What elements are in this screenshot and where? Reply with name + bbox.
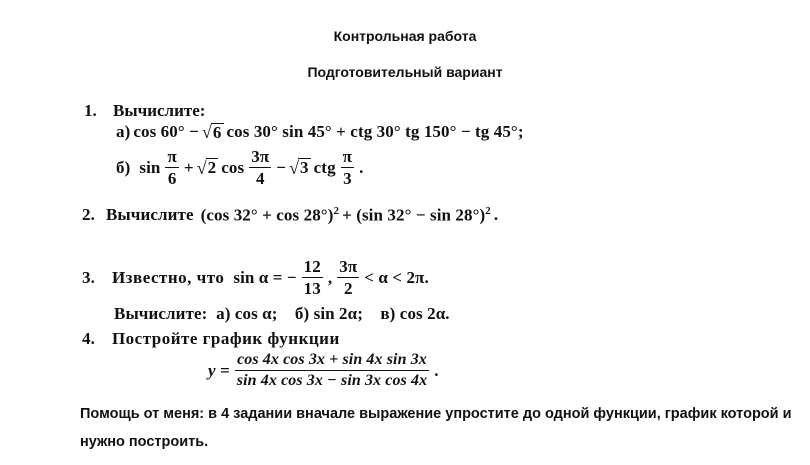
task-1a-label: а) bbox=[116, 122, 131, 141]
task-1-prompt: Вычислите: bbox=[113, 101, 206, 120]
task-3-subtasks: Вычислите: а) cos α; б) sin 2α; в) cos 2α. bbox=[114, 304, 450, 323]
task-3-comma: , bbox=[327, 267, 333, 287]
task-3-inequality: < α < 2π. bbox=[364, 267, 429, 287]
task-4-end: . bbox=[434, 360, 439, 380]
sqrt-3: √ 3 bbox=[289, 157, 309, 178]
task-4-function bbox=[208, 352, 439, 389]
fraction-pi-3: $\frac{\pi}{3}$ bbox=[342, 147, 353, 188]
task-4-prompt: Постройте график функции bbox=[111, 329, 340, 348]
task-1b-sin: sin bbox=[139, 157, 161, 177]
task-1a-expr-end: cos 30° sin 45° + ctg 30° tg 150° − tg 45°; bbox=[226, 122, 524, 141]
task-2-expr-2: + (sin 32° − sin 28°)$^2$ bbox=[342, 205, 491, 225]
task-1b-plus: + bbox=[183, 157, 194, 177]
task-2-expr-1: (cos 32° + cos 28°)$^2$ bbox=[200, 205, 340, 225]
function-y-label: y = bbox=[208, 360, 230, 380]
task-2-exponent-1: 2 bbox=[333, 205, 340, 217]
task-1a-expr-start: cos 60° − bbox=[133, 122, 199, 141]
radical-sign-icon: √ bbox=[201, 122, 212, 143]
task-1b-cos: cos bbox=[221, 157, 245, 177]
sqrt-6: √ 6 bbox=[201, 122, 222, 143]
fraction-3pi-4: $\frac{3\pi}{4}$ bbox=[251, 147, 270, 188]
task-1b-ctg: ctg bbox=[313, 157, 336, 177]
radical-sign-icon: √ bbox=[196, 157, 207, 178]
task-3 bbox=[82, 258, 429, 297]
task-2-end: . bbox=[493, 205, 499, 225]
task-1b-minus: − bbox=[276, 157, 287, 177]
page-title: Контрольная работа bbox=[333, 28, 477, 44]
task-2-number: 2. bbox=[82, 205, 95, 225]
sqrt-2: √ 2 bbox=[196, 157, 217, 178]
task-4-number: 4. bbox=[82, 329, 95, 348]
task-1b bbox=[116, 148, 363, 187]
task-3-sin: sin α = − bbox=[233, 267, 297, 287]
task-2-exponent-2: 2 bbox=[485, 205, 491, 217]
task-1-number: 1. bbox=[84, 101, 97, 120]
fraction-pi-6: $\frac{\pi}{6}$ bbox=[167, 147, 177, 188]
task-3-number: 3. bbox=[82, 267, 95, 287]
task-1a bbox=[116, 122, 524, 142]
help-note: Помощь от меня: в 4 задании вначале выражение упростите до одной функции, график которой и нужно построить. bbox=[80, 406, 792, 450]
task-1b-label: б) bbox=[116, 157, 131, 177]
task-4 bbox=[82, 329, 340, 349]
fraction-3pi-2: $\frac{3\pi}{2}$ bbox=[339, 257, 358, 298]
task-1b-end: . bbox=[359, 157, 364, 177]
fraction-12-13: $\frac{12}{13}$ bbox=[303, 257, 321, 298]
function-fraction bbox=[235, 352, 429, 389]
task-1 bbox=[84, 101, 205, 121]
function-numerator: cos 4x cos 3x + sin 4x sin 3x bbox=[237, 351, 427, 368]
radical-sign-icon: √ bbox=[289, 157, 300, 178]
page-subtitle: Подготовительный вариант bbox=[307, 64, 503, 80]
task-2 bbox=[82, 205, 498, 226]
task-2-prompt: Вычислите bbox=[105, 205, 194, 225]
function-denominator: sin 4x cos 3x − sin 3x cos 4x bbox=[236, 372, 428, 389]
task-3-prompt: Известно, что bbox=[111, 267, 225, 287]
